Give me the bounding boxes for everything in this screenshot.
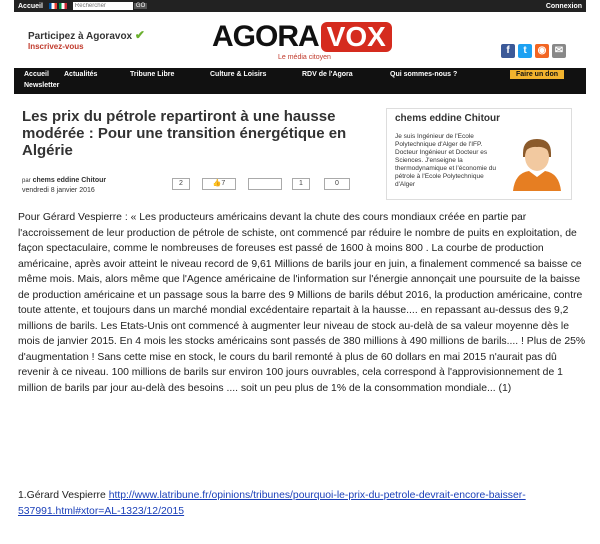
nav-accueil[interactable]: Accueil (24, 71, 49, 78)
reference-prefix: 1.Gérard Vespierre (18, 490, 106, 501)
search-go-button[interactable]: GO (135, 3, 146, 9)
site-header (14, 12, 586, 68)
article-reference (18, 488, 586, 520)
agoravox-logo[interactable] (212, 22, 392, 52)
tagline: Le média citoyen (278, 54, 331, 61)
tweet-count[interactable]: 1 (292, 178, 310, 190)
plus-count[interactable]: 0 (324, 178, 350, 190)
comment-count[interactable]: 2 (172, 178, 190, 190)
article-body: Pour Gérard Vespierre : « Les producteurs américains devant la chute des cours mondiaux créée en partie par l'accroissement de leur production de pétrole de schiste, ont commencé par réduire le nombre de puits en exploitation, de façon spectaculaire, comme le nombreuses de foreuses est passé de 1600 à moins 800 . La courbe de production américaine, après avoir atteint le niveau record de 9,61 Millions de barils jour en juin, a finalement commencé sa baisse ce même mois. Mais, alors même que l'Agence américaine de l'information sur l'énergie annonçait une poursuite de la baisse de production américaine et un passage sous la barre des 9 Millions de barils début 2016, la production américaine, contre toute attente, et toujours dans un marché mondial excédentaire repartait à la hausse.... en repassant au-dessus des 9,2 millions de barils. Les Etats-Unis ont commencé à augmenter leur niveau de stock au-delà de sa valeur moyenne dès le mois de janvier 2015. En 4 mois les stocks américains sont passés de 380 millions à 490 millions de barils.... ! Plus de 25% d'augmentation ! Sans cette mise en stock, le cours du baril remonté à plus de 60 dollars en mai 2015 n'aurait pas dû revenir à ce niveau. 100 millions de barils sur environ 100 jours ouvrables, cela correspond à l'approvisionnement de 1 million de barils par jour au-delà des besoins .... soit un peu plus de 1% de la consommation mondiale... (1) (18, 212, 586, 394)
participez-label: Participez à Agoravox (28, 31, 133, 42)
author-link[interactable]: chems eddine Chitour (32, 177, 107, 184)
twitter-icon[interactable]: t (518, 44, 532, 58)
author-box (386, 108, 572, 200)
donate-button[interactable]: Faire un don (510, 70, 564, 79)
italian-flag-icon[interactable] (59, 3, 67, 9)
nav-culture-loisirs[interactable]: Culture & Loisirs (210, 71, 267, 78)
byline-prefix: par (22, 178, 31, 184)
checkmark-icon: ✔ (134, 28, 145, 42)
reference-link[interactable]: http://www.latribune.fr/opinions/tribunes/pourquoi-le-prix-du-petrole-devrait-encore-baisser-537991.html#xtor=AL-1323/12/2015 (18, 490, 526, 517)
top-accueil-link[interactable]: Accueil (18, 2, 43, 10)
social-links (501, 44, 566, 58)
logo-vox-text: VOX (321, 22, 392, 52)
article-byline (22, 176, 106, 195)
participez-link[interactable] (28, 28, 145, 42)
top-bar (14, 0, 586, 12)
nav-actualites[interactable]: Actualités (64, 71, 98, 78)
connexion-link[interactable]: Connexion (545, 2, 582, 10)
french-flag-icon[interactable] (49, 3, 57, 9)
nav-rdv-agora[interactable]: RDV de l'Agora (302, 71, 353, 78)
like-count[interactable]: 👍7 (202, 178, 236, 190)
main-nav (14, 68, 586, 94)
mail-icon[interactable]: ✉ (552, 44, 566, 58)
logo-agora-text: AGORA (212, 20, 319, 53)
author-bio: Je suis Ingénieur de l'Ecole Polytechnique d'Alger de l'IFP. Docteur Ingénieur et Docteur es Sciences. J'enseigne la thermodynamique et l'économie du pétrole à l'Ecole Polytechnique d'Alger (395, 133, 496, 188)
share-counter[interactable] (248, 178, 282, 190)
avatar (509, 131, 565, 191)
rss-icon[interactable]: ◉ (535, 44, 549, 58)
nav-qui-sommes-nous[interactable]: Qui sommes-nous ? (390, 71, 458, 78)
facebook-icon[interactable]: f (501, 44, 515, 58)
share-counters (172, 178, 350, 190)
author-box-name[interactable]: chems eddine Chitour (395, 113, 501, 124)
article-date: vendredi 8 janvier 2016 (22, 187, 95, 194)
inscrivez-link[interactable]: Inscrivez-vous (28, 42, 84, 51)
article-title: Les prix du pétrole repartiront à une hausse modérée : Pour une transition énergétique en Algérie (22, 108, 347, 159)
nav-tribune-libre[interactable]: Tribune Libre (130, 71, 175, 78)
search-input[interactable] (73, 2, 133, 10)
nav-newsletter[interactable]: Newsletter (24, 82, 60, 89)
